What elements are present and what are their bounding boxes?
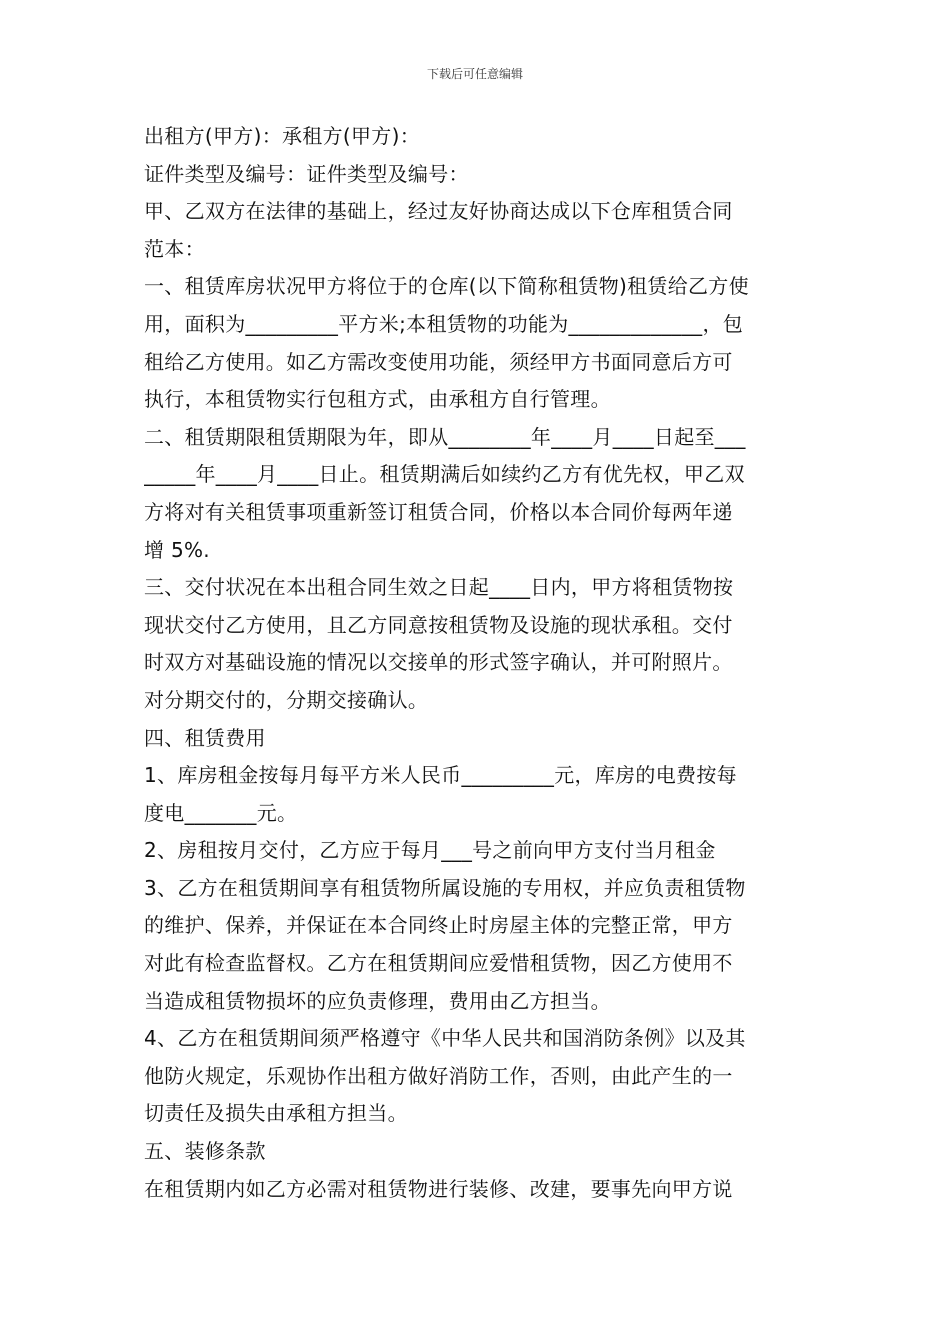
text-line: 对分期交付的，分期交接确认。: [144, 687, 429, 712]
page-header: 下载后可任意编辑: [426, 67, 523, 81]
text-line: 四、租赁费用: [144, 725, 266, 750]
text-line: 时双方对基础设施的情况以交接单的形式签字确认，并可附照片。: [144, 650, 733, 675]
text-line: 3、乙方在租赁期间享有租赁物所属设施的专用权，并应负责租赁物: [144, 875, 746, 900]
text-line: 1、库房租金按每月每平方米人民币_________元，库房的电费按每: [144, 763, 737, 788]
text-line: 他防火规定，乐观协作出租方做好消防工作，否则，由此产生的一: [144, 1063, 733, 1088]
text-line: 切责任及损失由承租方担当。: [144, 1101, 408, 1126]
text-line: 出租方(甲方)：承租方(甲方)：: [144, 124, 421, 148]
text-line: _____年____月____日止。租赁期满后如续约乙方有优先权，甲乙双: [144, 462, 745, 487]
text-line: 五、装修条款: [144, 1139, 266, 1164]
text-line: 二、租赁期限租赁期限为年，即从________年____月____日起至___: [144, 424, 746, 449]
text-line: 增 5%.: [144, 537, 210, 562]
text-line: 一、租赁库房状况甲方将位于的仓库(以下简称租赁物)租赁给乙方使: [144, 274, 749, 299]
text-line: 2、房租按月交付，乙方应于每月___号之前向甲方支付当月租金: [144, 838, 716, 863]
text-line: 租给乙方使用。如乙方需改变使用功能，须经甲方书面同意后方可: [144, 349, 733, 374]
text-line: 4、乙方在租赁期间须严格遵守《中华人民共和国消防条例》以及其: [144, 1026, 746, 1051]
text-line: 甲、乙双方在法律的基础上，经过友好协商达成以下仓库租赁合同: [144, 199, 733, 224]
document-body: [144, 118, 808, 1208]
text-line: 证件类型及编号：证件类型及编号：: [144, 161, 469, 186]
text-line: 当造成租赁物损坏的应负责修理，费用由乙方担当。: [144, 988, 611, 1013]
text-line: 方将对有关租赁事项重新签订租赁合同，价格以本合同价每两年递: [144, 499, 733, 524]
text-line: 执行，本租赁物实行包租方式，由承租方自行管理。: [144, 387, 611, 412]
text-line: 度电_______元。: [144, 800, 298, 825]
text-line: 范本：: [144, 236, 205, 261]
text-line: 在租赁期内如乙方必需对租赁物进行装修、改建，要事先向甲方说: [144, 1176, 733, 1201]
text-line: 对此有检查监督权。乙方在租赁期间应爱惜租赁物，因乙方使用不: [144, 951, 733, 976]
text-line: 用，面积为_________平方米;本租赁物的功能为_____________，包: [144, 311, 744, 336]
text-line: 三、交付状况在本出租合同生效之日起____日内，甲方将租赁物按: [144, 575, 734, 600]
text-line: 的维护、保养，并保证在本合同终止时房屋主体的完整正常，甲方: [144, 913, 733, 938]
text-line: 现状交付乙方使用，且乙方同意按租赁物及设施的现状承租。交付: [144, 612, 733, 637]
